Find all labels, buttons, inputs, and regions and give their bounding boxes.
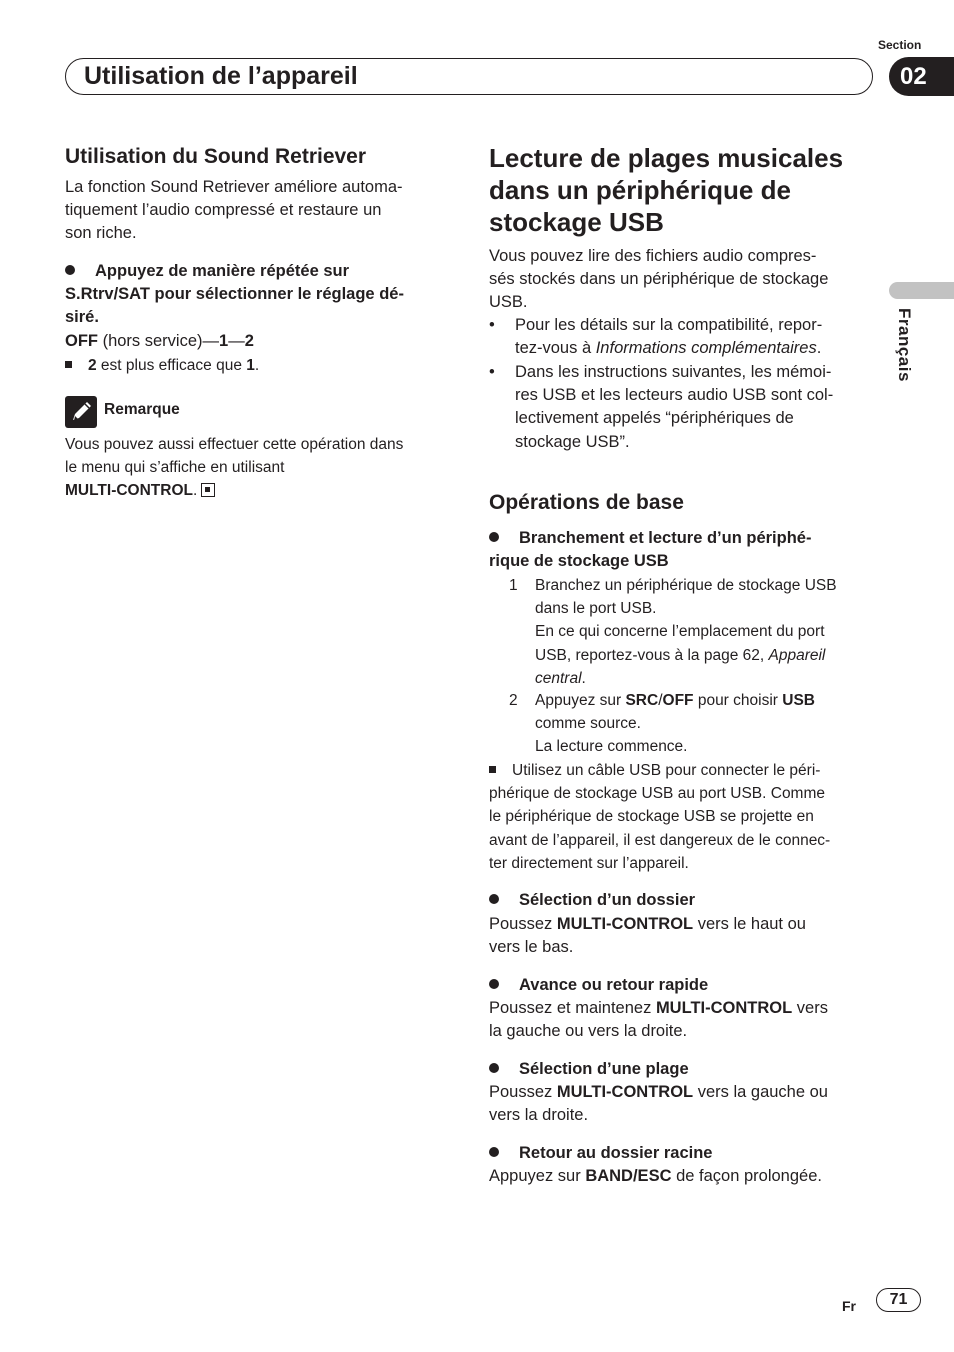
op-text: de façon prolongée.: [671, 1167, 822, 1185]
op5-body: [489, 1165, 884, 1188]
language-tab-label: Français: [895, 308, 914, 382]
square-bullet-icon: [489, 766, 496, 773]
left-step-line: Appuyez de manière répétée sur: [95, 262, 350, 280]
note-end: .: [193, 482, 198, 500]
sub-heading: Opérations de base: [489, 491, 684, 514]
op3-body: [489, 997, 884, 1043]
note-body: [65, 433, 455, 503]
bullet-line: stockage USB”.: [515, 432, 630, 451]
op-text: vers le bas.: [489, 938, 574, 957]
op-text: Poussez: [489, 1083, 557, 1101]
op-text: vers: [792, 999, 828, 1017]
tip-value-1: 1: [246, 357, 255, 374]
left-step-line: siré.: [65, 308, 99, 327]
section-number-badge: 02: [889, 57, 954, 96]
control-name: MULTI-CONTROL: [556, 1083, 694, 1101]
bullet-dot-icon: [65, 265, 75, 275]
option-off: OFF: [65, 332, 98, 350]
note-pencil-icon: [65, 396, 97, 428]
left-step-line: S.Rtrv/SAT pour sélectionner le réglage dé-: [65, 285, 404, 304]
step-text: /: [658, 692, 663, 709]
op-text: la gauche ou vers la droite.: [489, 1022, 688, 1041]
note-line: le menu qui s’affiche en utilisant: [65, 459, 285, 477]
control-name: BAND/ESC: [585, 1167, 672, 1185]
note-title: Remarque: [104, 401, 180, 418]
op5-title-text: Retour au dossier racine: [519, 1144, 713, 1162]
right-intro: [489, 245, 879, 315]
bullet-line: res USB et les lecteurs audio USB sont col-: [515, 386, 834, 405]
left-step: [65, 260, 455, 330]
tip-text: est plus efficace que: [96, 357, 247, 374]
op-text: Appuyez sur: [489, 1167, 586, 1185]
step-number: 2: [509, 692, 518, 709]
left-options: [65, 330, 254, 353]
bullet-dot-icon: [489, 1063, 499, 1073]
left-intro-line: tiquement l’audio compressé et restaure un: [65, 201, 382, 220]
reference-link: central: [535, 669, 582, 687]
step-text: Appuyez sur: [535, 692, 626, 709]
option-1: 1: [219, 332, 229, 350]
right-intro-line: sés stockés dans un périphérique de stockage: [489, 270, 829, 289]
op2-title: [489, 889, 695, 912]
warning-line: le périphérique de stockage USB se projette en: [489, 808, 814, 826]
bullet-dot-icon: [489, 532, 499, 542]
option-off-desc: (hors service)—: [98, 332, 220, 350]
op5-title: [489, 1142, 712, 1165]
left-tip: [65, 354, 259, 377]
page-title: Utilisation de l’appareil: [84, 62, 358, 90]
left-intro: [65, 176, 455, 246]
op-text: vers la gauche ou: [693, 1083, 828, 1101]
op1-step-2: [509, 689, 889, 759]
bullet-line: tez-vous à: [515, 339, 596, 358]
warning-line: Utilisez un câble USB pour connecter le péri-: [512, 762, 821, 779]
bullet-line: Pour les détails sur la compatibilité, repor-: [515, 316, 823, 334]
step-line: En ce qui concerne l’emplacement du port: [535, 623, 825, 641]
right-intro-line: USB.: [489, 293, 528, 312]
step-line-end: .: [581, 669, 586, 687]
control-name: MULTI-CONTROL: [556, 915, 694, 933]
language-tab-bar: [889, 282, 954, 299]
tip-value-2: 2: [88, 357, 97, 374]
right-heading-line: Lecture de plages musicales: [489, 143, 844, 173]
left-heading: Utilisation du Sound Retriever: [65, 145, 367, 168]
end-mark-icon: [201, 483, 215, 497]
usb-warning: [489, 759, 884, 875]
bullet-icon: •: [489, 316, 495, 334]
step-line: dans le port USB.: [535, 600, 657, 618]
right-bullet-1: [489, 314, 884, 360]
step-number: 1: [509, 577, 518, 594]
op1-step-1: [509, 574, 889, 690]
warning-line: avant de l’appareil, il est dangereux de le connec-: [489, 831, 831, 849]
step-line: USB, reportez-vous à la page 62,: [535, 646, 769, 664]
op-text: Poussez: [489, 915, 557, 933]
step-text: pour choisir: [693, 692, 783, 709]
right-heading-line: stockage USB: [489, 207, 664, 237]
op3-title: [489, 974, 708, 997]
op1-title-line: rique de stockage USB: [489, 552, 669, 571]
op-text: vers le haut ou: [693, 915, 806, 933]
warning-line: ter directement sur l’appareil.: [489, 854, 689, 872]
bullet-dot-icon: [489, 894, 499, 904]
tip-text-end: .: [254, 357, 260, 374]
op4-body: [489, 1081, 884, 1127]
key-off: OFF: [662, 692, 694, 709]
footer-language: Fr: [842, 1298, 856, 1314]
op4-title-text: Sélection d’une plage: [519, 1060, 689, 1078]
control-name: MULTI-CONTROL: [655, 999, 793, 1017]
square-bullet-icon: [65, 361, 72, 368]
op-text: vers la droite.: [489, 1106, 589, 1125]
reference-link: Appareil: [768, 646, 826, 664]
op3-title-text: Avance ou retour rapide: [519, 976, 709, 994]
bullet-dot-icon: [489, 979, 499, 989]
left-intro-line: son riche.: [65, 224, 137, 243]
section-label: Section: [878, 38, 922, 52]
bullet-icon: •: [489, 363, 495, 381]
right-heading: [489, 142, 889, 238]
bullet-dot-icon: [489, 1147, 499, 1157]
left-intro-line: La fonction Sound Retriever améliore automa-: [65, 178, 403, 196]
page-number: 71: [876, 1288, 921, 1312]
step-line: comme source.: [535, 715, 641, 733]
option-dash: —: [228, 332, 245, 350]
right-bullet-2: [489, 361, 884, 454]
bullet-line: Dans les instructions suivantes, les mémoi-: [515, 363, 832, 381]
note-control-name: MULTI-CONTROL: [65, 482, 193, 500]
op4-title: [489, 1058, 689, 1081]
right-intro-line: Vous pouvez lire des fichiers audio compres-: [489, 247, 817, 265]
op1-title: [489, 527, 884, 573]
option-2: 2: [244, 332, 254, 350]
reference-link: Informations complémentaires: [595, 339, 817, 358]
right-heading-line: dans un périphérique de: [489, 175, 791, 205]
warning-line: phérique de stockage USB au port USB. Comme: [489, 785, 826, 803]
source-usb: USB: [782, 692, 815, 709]
step-line: La lecture commence.: [535, 738, 688, 756]
op2-body: [489, 913, 884, 959]
op-text: Poussez et maintenez: [489, 999, 656, 1017]
note-line: Vous pouvez aussi effectuer cette opération dans: [65, 436, 404, 453]
key-src: SRC: [625, 692, 659, 709]
bullet-line: lectivement appelés “périphériques de: [515, 409, 794, 428]
op1-title-line: Branchement et lecture d’un périphé-: [519, 529, 812, 547]
op2-title-text: Sélection d’un dossier: [519, 891, 696, 909]
bullet-line-end: .: [816, 339, 822, 358]
step-line: Branchez un périphérique de stockage USB: [535, 577, 837, 594]
